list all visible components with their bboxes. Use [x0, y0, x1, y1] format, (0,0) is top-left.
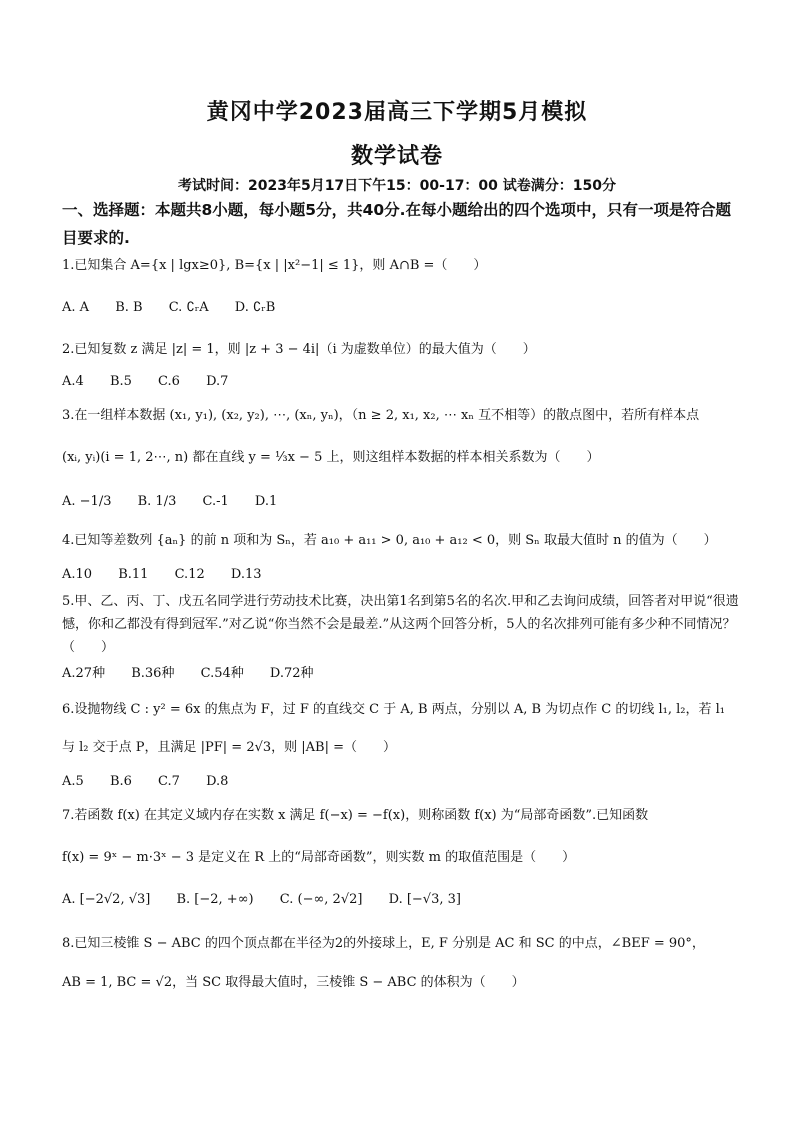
question-6-options — [62, 772, 250, 792]
option-a: A.27种 — [62, 666, 106, 681]
option-c: C.6 — [158, 374, 180, 389]
option-c: C.7 — [158, 774, 180, 789]
question-5-stem: 5.甲、乙、丙、丁、戊五名同学进行劳动技术比赛，决出第1名到第5名的名次.甲和乙去询问成绩，回答者对甲说“很遗憾，你和乙都没有得到冠军.”对乙说“你当然不会是最差.”从这两个回答分析，5人的名次排列可能有多少种不同情况？（ ） — [62, 594, 739, 655]
question-6-stem-line-2: 与 l₂ 交于点 P，且满足 |PF| = 2√3，则 |AB| =（ ） — [62, 740, 397, 755]
option-b: B. 1/3 — [137, 494, 177, 509]
question-3-stem-line-1: 3.在一组样本数据 (x₁, y₁), (x₂, y₂), ⋯, (xₙ, yₙ)，（n ≥ 2, x₁, x₂, ⋯ xₙ 互不相等）的散点图中，若所有样本点 — [62, 408, 700, 423]
question-7-options — [62, 890, 483, 910]
question-4-stem: 4.已知等差数列 {aₙ} 的前 n 项和为 Sₙ，若 a₁₀ + a₁₁ > 0, a₁₀ + a₁₂ < 0，则 Sₙ 取最大值时 n 的值为（ ） — [62, 533, 717, 548]
option-d: D.7 — [206, 374, 229, 389]
option-a: A.5 — [62, 774, 84, 789]
option-d: D.1 — [254, 494, 278, 509]
exam-info: 考试时间：2023年5月17日下午15：00-17：00 试卷满分：150分 — [177, 178, 617, 194]
question-2-options — [62, 372, 250, 392]
question-3-options — [62, 492, 299, 512]
option-a: A. −1/3 — [62, 494, 112, 509]
option-b: B.36种 — [131, 666, 175, 681]
option-c: C. (−∞, 2√2] — [279, 892, 363, 907]
question-1-stem: 1.已知集合 A={x | lgx≥0}, B={x | |x²−1| ≤ 1}，则 A∩B =（ ） — [62, 258, 487, 273]
option-b: B.11 — [118, 567, 149, 582]
option-d: D.13 — [230, 567, 262, 582]
option-a: A.4 — [62, 374, 84, 389]
question-5-options — [62, 664, 336, 684]
option-c: C.12 — [174, 567, 205, 582]
question-1-options — [62, 298, 297, 318]
option-c: C. ∁ᵣA — [168, 300, 209, 315]
option-a: A. A — [62, 300, 90, 315]
option-a: A.10 — [62, 567, 93, 582]
option-b: B.5 — [109, 374, 132, 389]
option-c: C.-1 — [202, 494, 229, 509]
option-c: C.54种 — [200, 666, 244, 681]
option-d: D. ∁ᵣB — [234, 300, 276, 315]
option-b: B.6 — [109, 774, 132, 789]
exam-title: 黄冈中学2023届高三下学期5月模拟 — [206, 100, 588, 125]
section-heading: 一、选择题：本题共8小题，每小题5分，共40分.在每小题给出的四个选项中，只有一项是符合题目要求的. — [62, 201, 732, 247]
option-b: B. B — [115, 300, 143, 315]
exam-subtitle: 数学试卷 — [350, 144, 443, 169]
option-d: D.72种 — [269, 666, 314, 681]
option-d: D. [−√3, 3] — [388, 892, 461, 907]
question-6-stem-line-1: 6.设抛物线 C : y² = 6x 的焦点为 F，过 F 的直线交 C 于 A, B 两点，分别以 A, B 为切点作 C 的切线 l₁, l₂，若 l₁ — [62, 702, 726, 717]
question-7-stem-line-1: 7.若函数 f(x) 在其定义域内存在实数 x 满足 f(−x) = −f(x)，则称函数 f(x) 为“局部奇函数”.已知函数 — [62, 808, 649, 823]
option-b: B. [−2, +∞) — [176, 892, 254, 907]
question-8-stem-line-2: AB = 1, BC = √2，当 SC 取得最大值时，三棱锥 S − ABC 的体积为（ ） — [62, 975, 525, 990]
question-2-stem: 2.已知复数 z 满足 |z| = 1，则 |z + 3 − 4i|（i 为虚数单位）的最大值为（ ） — [62, 342, 536, 357]
option-a: A. [−2√2, √3] — [62, 892, 151, 907]
question-3-stem-line-2: (xᵢ, yᵢ)(i = 1, 2⋯, n) 都在直线 y = ⅓x − 5 上，则这组样本数据的样本相关系数为（ ） — [62, 450, 600, 465]
question-8-stem-line-1: 8.已知三棱锥 S − ABC 的四个顶点都在半径为2的外接球上，E, F 分别是 AC 和 SC 的中点，∠BEF = 90°， — [62, 936, 705, 951]
question-7-stem-line-2: f(x) = 9ˣ − m·3ˣ − 3 是定义在 R 上的“局部奇函数”，则实数 m 的取值范围是（ ） — [62, 850, 576, 865]
option-d: D.8 — [206, 774, 229, 789]
question-4-options — [62, 565, 284, 585]
